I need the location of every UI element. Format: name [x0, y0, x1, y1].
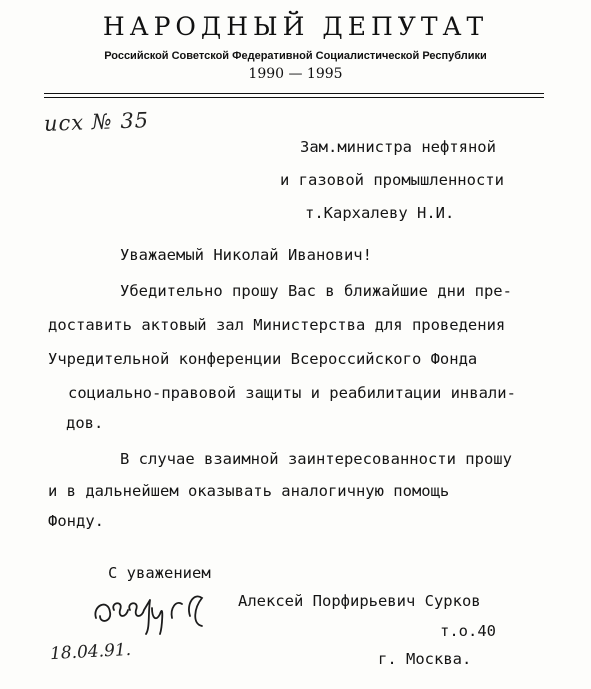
handwritten-date: 18.04.91. [49, 639, 132, 665]
addressee-line-3: т.Кархалеву Н.И. [305, 204, 455, 222]
body-line-6: В случае взаимной заинтересованности прошу [120, 450, 512, 468]
body-line-1: Убедительно прошу Вас в ближайшие дни пре- [120, 282, 512, 300]
closing: С уважением [108, 564, 211, 582]
body-line-2: доставить актовый зал Министерства для проведения [48, 316, 506, 334]
sender-city: г. Москва. [378, 650, 472, 668]
body-line-5: дов. [66, 414, 104, 432]
handwritten-signature [90, 588, 240, 636]
letterhead-subtitle: Российской Советской Федеративной Социалистической Республики [104, 50, 487, 62]
letterhead-years: 1990 — 1995 [248, 66, 343, 82]
greeting: Уважаемый Николай Иванович! [120, 246, 372, 264]
header-rule-top [44, 93, 544, 94]
addressee-line-2: и газовой промышленности [280, 171, 504, 189]
header-rule-bottom [44, 97, 544, 98]
sender-district: т.о.40 [440, 622, 496, 640]
body-line-7: и в дальнейшем оказывать аналогичную помощь [48, 482, 450, 500]
body-line-3: Учредительной конференции Всероссийского Фонда [48, 350, 478, 368]
body-line-4: социально-правовой защиты и реабилитации инвали- [68, 384, 516, 402]
letterhead-title: НАРОДНЫЙ ДЕПУТАТ [102, 12, 489, 41]
body-line-8: Фонду. [48, 512, 104, 530]
sender-name: Алексей Порфирьевич Сурков [238, 592, 481, 610]
addressee-line-1: Зам.министра нефтяной [300, 138, 496, 156]
outgoing-reference-number: исх № 35 [43, 108, 150, 136]
